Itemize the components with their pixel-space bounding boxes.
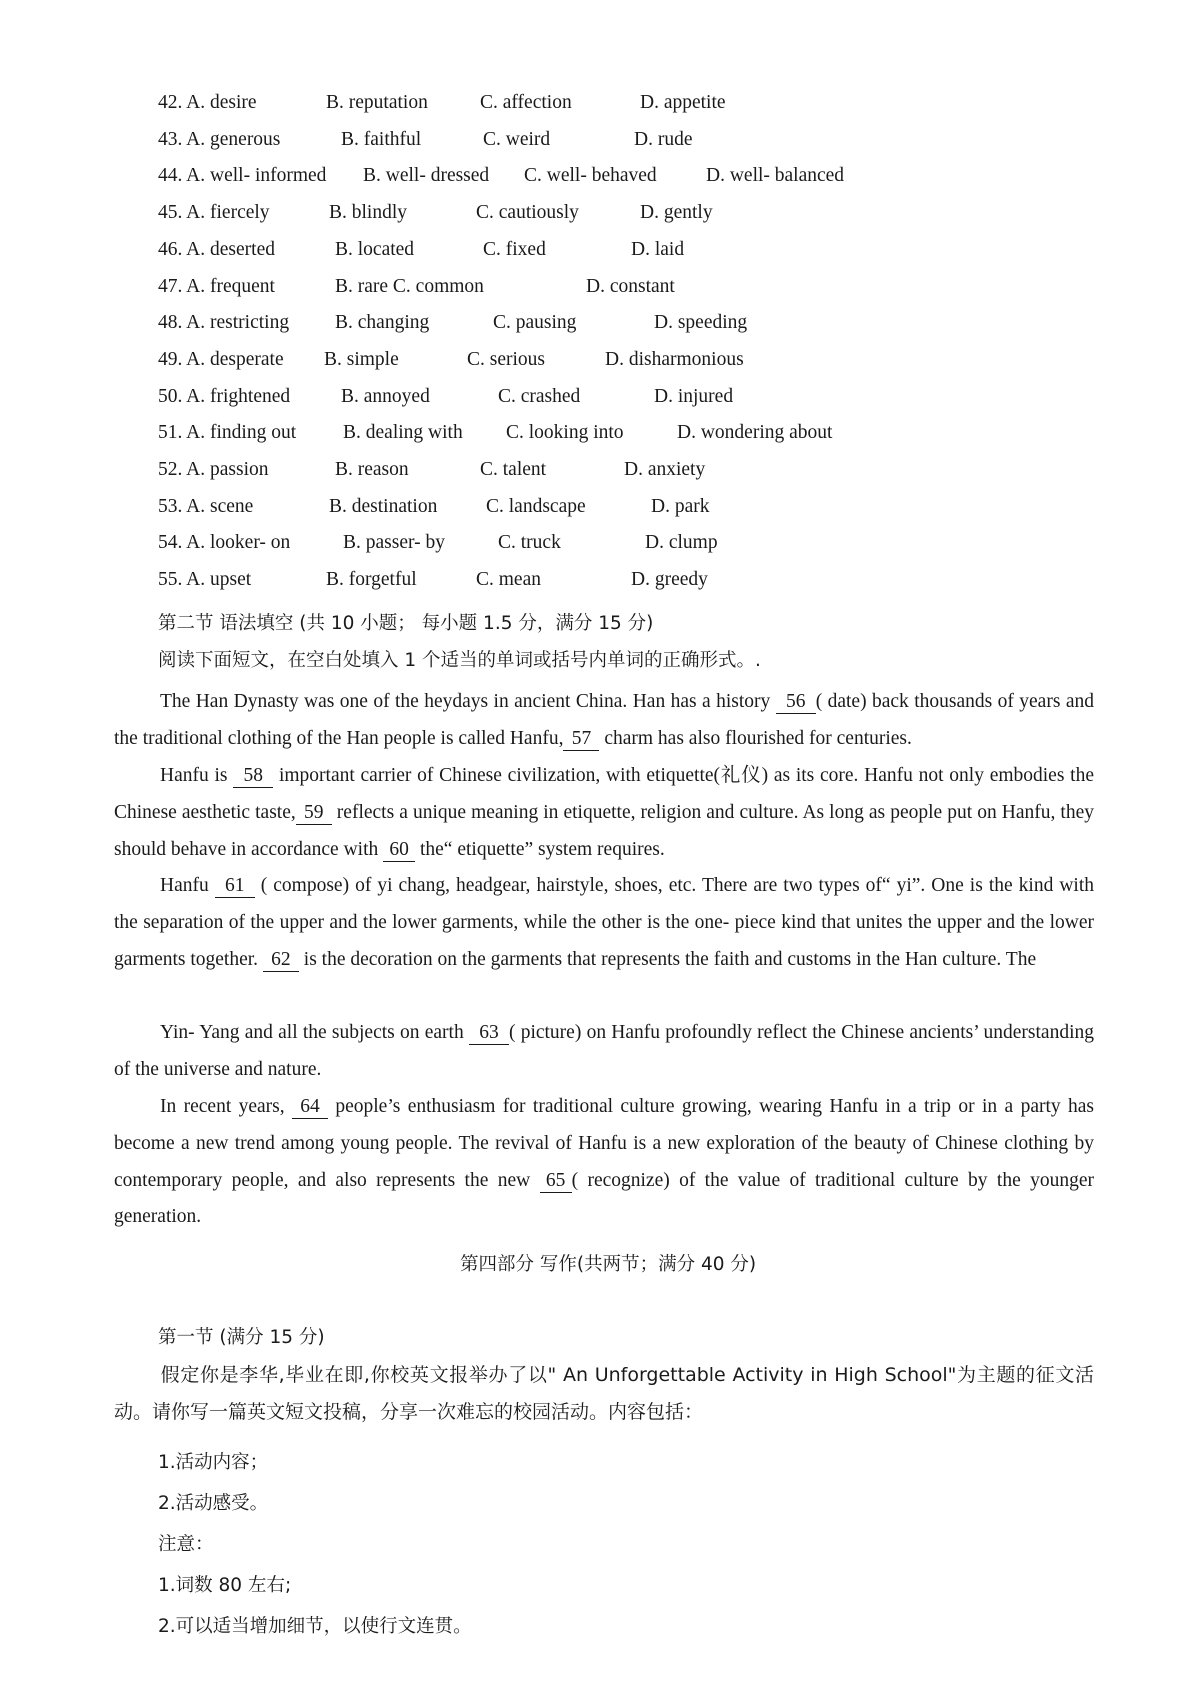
option-c: C. landscape <box>486 495 586 517</box>
option-c: C. well- behaved <box>524 165 657 187</box>
blank-56: 56 <box>776 691 816 714</box>
passage-text: ( compose) of yi chang, headgear, hairstyle, shoes, etc. There are two types of“ yi”. One is the kind with the separation of the upper and the lower garments, while the other is the one- piece kind that unites the upper and the lower garments together. <box>114 875 1095 970</box>
option-b: B. destination <box>329 495 438 517</box>
option-c: C. fixed <box>483 238 546 260</box>
option-d: D. injured <box>654 385 734 407</box>
passage-text: Hanfu <box>160 875 215 896</box>
passage-text: ( recognize) of the value of traditional culture by the younger generation. <box>114 1169 1094 1228</box>
option-b: B. located <box>335 238 415 260</box>
option-c: C. serious <box>467 348 545 370</box>
passage-text: In recent years, <box>160 1096 292 1117</box>
part4-heading: 第四部分 写作(共两节；满分 40 分) <box>460 1254 757 1275</box>
option-b: B. passer- by <box>343 532 445 554</box>
prompt-item-2: 2.活动感受。 <box>158 1493 269 1514</box>
blank-63: 63 <box>469 1022 509 1045</box>
option-b: B. faithful <box>341 128 422 150</box>
passage-paragraph-3 <box>114 868 1094 978</box>
option-b: B. changing <box>335 312 430 334</box>
option-d: D. appetite <box>640 92 726 113</box>
passage-text: important carrier of Chinese civilization, with etiquette(礼仪) as its core. Hanfu not only embodies the Chinese aesthetic taste, <box>114 765 1094 823</box>
option-c: C. crashed <box>498 385 581 407</box>
option-d: D. greedy <box>631 569 708 591</box>
option-d: D. park <box>651 495 710 517</box>
passage-text: ( date) back thousands of years and the traditional clothing of the Han people is called Hanfu, <box>114 691 1094 749</box>
option-b: B. reputation <box>326 92 428 113</box>
option-b: B. reason <box>335 459 409 480</box>
passage-text: reflects a unique meaning in etiquette, religion and culture. As long as people put on Hanfu, they should behave in accordance with <box>114 801 1094 860</box>
blank-61: 61 <box>215 875 255 898</box>
option-d: D. speeding <box>654 312 748 334</box>
option-b: B. dealing with <box>343 422 463 444</box>
option-a: 55. A. upset <box>158 569 252 591</box>
option-d: D. well- balanced <box>706 165 845 187</box>
option-a: 51. A. finding out <box>158 422 297 444</box>
note-item-1: 1.词数 80 左右; <box>158 1575 292 1596</box>
passage-text: people’s enthusiasm for traditional culture growing, wearing Hanfu in a trip or in a party has become a new trend among young people. The revival of Hanfu is a new exploration of the beauty of Chinese clothing by contemporary people, and also represents the new <box>114 1096 1094 1191</box>
option-a: 45. A. fiercely <box>158 202 270 224</box>
passage-paragraph-1 <box>114 684 1094 758</box>
option-a: 42. A. desire <box>158 92 257 113</box>
option-d: D. rude <box>634 128 693 150</box>
option-c: C. pausing <box>493 312 577 334</box>
option-c: C. affection <box>480 92 572 113</box>
option-c: C. looking into <box>506 422 624 444</box>
option-a: 46. A. deserted <box>158 238 275 260</box>
blank-64: 64 <box>292 1096 328 1119</box>
option-a: 54. A. looker- on <box>158 532 291 554</box>
option-c: C. truck <box>498 532 561 554</box>
passage-text: the“ etiquette” system requires. <box>415 838 665 860</box>
option-b: B. annoyed <box>341 385 430 407</box>
option-a: 47. A. frequent <box>158 275 275 297</box>
option-c: C. cautiously <box>476 202 579 224</box>
option-b: B. forgetful <box>326 569 417 591</box>
note-item-2: 2.可以适当增加细节，以使行文连贯。 <box>158 1616 472 1637</box>
option-a: 53. A. scene <box>158 495 254 517</box>
writing-prompt-text: 假定你是李华,毕业在即,你校英文报举办了以" An Unforgettable Activity in High School"为主题的征文活动。请你写一篇英文短文投稿，分享一次难忘的校园活动。内容包括： <box>114 1364 1094 1423</box>
option-a: 52. A. passion <box>158 459 269 480</box>
passage-paragraph-2 <box>114 758 1094 868</box>
option-b: B. well- dressed <box>363 165 490 187</box>
option-a: 44. A. well- informed <box>158 165 327 187</box>
option-d: D. disharmonious <box>605 348 744 370</box>
passage-text: Hanfu is <box>160 765 234 786</box>
passage-paragraph-5 <box>114 1089 1094 1236</box>
option-b: B. blindly <box>329 202 408 224</box>
passage-text: Yin- Yang and all the subjects on earth <box>160 1022 469 1043</box>
blank-65: 65 <box>540 1170 572 1193</box>
prompt-item-1: 1.活动内容； <box>158 1452 269 1473</box>
option-c: C. talent <box>480 459 547 480</box>
option-b: B. simple <box>324 348 399 370</box>
writing-prompt <box>114 1357 1094 1431</box>
option-d: D. constant <box>586 275 675 297</box>
option-a: 48. A. restricting <box>158 312 290 334</box>
blank-60: 60 <box>383 839 415 862</box>
section2-heading: 第二节 语法填空 (共 10 小题； 每小题 1.5 分，满分 15 分) <box>158 613 654 634</box>
blank-62: 62 <box>263 949 299 972</box>
option-d: D. wondering about <box>677 422 833 444</box>
passage-text: is the decoration on the garments that represents the faith and customs in the Han culture. The <box>298 948 1037 970</box>
passage-text: charm has also flourished for centuries. <box>599 727 912 749</box>
blank-57: 57 <box>563 728 599 751</box>
section2-instruction: 阅读下面短文，在空白处填入 1 个适当的单词或括号内单词的正确形式。. <box>158 650 761 671</box>
option-d: D. gently <box>640 202 713 224</box>
blank-58: 58 <box>233 765 273 788</box>
option-b: B. rare C. common <box>335 275 484 297</box>
passage-text: The Han Dynasty was one of the heydays in ancient China. Han has a history <box>160 691 776 712</box>
option-a: 50. A. frightened <box>158 385 291 407</box>
option-d: D. laid <box>631 238 685 260</box>
passage-text: ( picture) on Hanfu profoundly reflect the Chinese ancients’ understanding of the universe and nature. <box>114 1022 1095 1080</box>
part4-section1-heading: 第一节 (满分 15 分) <box>158 1327 325 1348</box>
note-label: 注意： <box>158 1534 214 1555</box>
option-a: 43. A. generous <box>158 128 281 150</box>
option-c: C. weird <box>483 128 551 150</box>
option-c: C. mean <box>476 569 541 591</box>
option-d: D. anxiety <box>624 459 706 480</box>
passage-paragraph-4 <box>114 1015 1094 1089</box>
option-a: 49. A. desperate <box>158 348 284 370</box>
option-d: D. clump <box>645 532 718 554</box>
blank-59: 59 <box>296 802 332 825</box>
